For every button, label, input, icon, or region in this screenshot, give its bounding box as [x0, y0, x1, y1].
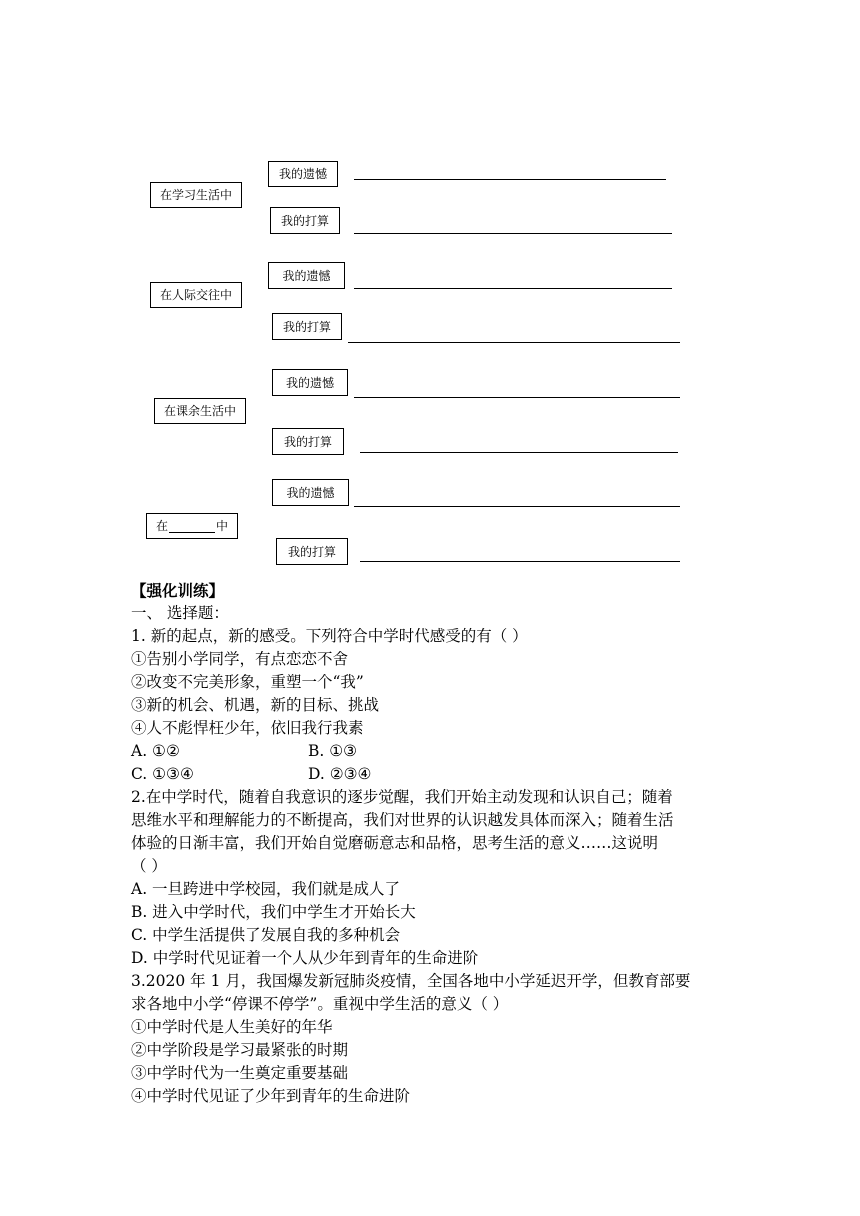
- category-box: 在课余生活中: [154, 398, 246, 424]
- question-stem: 1. 新的起点，新的感受。下列符合中学时代感受的有（ ）: [131, 627, 528, 645]
- exercise-section: [131, 579, 701, 1108]
- option-c[interactable]: C. ①③④: [131, 765, 194, 783]
- question-stem: 思维水平和理解能力的不断提高，我们对世界的认识越发具体而深入；随着生活: [131, 811, 674, 829]
- statement: ④人不彪悍枉少年，依旧我行我素: [131, 719, 364, 737]
- question-stem: 2.在中学时代，随着自我意识的逐步觉醒，我们开始主动发现和认识自己；随着: [131, 788, 673, 806]
- section-subtitle: 一、 选择题：: [131, 604, 229, 622]
- answer-line[interactable]: [354, 179, 666, 180]
- answer-line[interactable]: [348, 342, 680, 343]
- category-blank[interactable]: [169, 520, 215, 533]
- answer-line[interactable]: [354, 288, 672, 289]
- question-3: [131, 970, 701, 1108]
- statement: ③中学时代为一生奠定重要基础: [131, 1064, 349, 1082]
- regret-box: 我的遗憾: [272, 369, 348, 396]
- question-2: [131, 786, 701, 970]
- question-stem: 3.2020 年 1 月，我国爆发新冠肺炎疫情，全国各地中小学延迟开学，但教育部要: [131, 972, 691, 990]
- option-c[interactable]: C. 中学生活提供了发展自我的多种机会: [131, 926, 401, 944]
- option-b[interactable]: B. 进入中学时代，我们中学生才开始长大: [131, 903, 416, 921]
- answer-line[interactable]: [360, 561, 680, 562]
- question-stem: （ ）: [131, 857, 167, 875]
- question-stem: 体验的日渐丰富，我们开始自觉磨砺意志和品格，思考生活的意义……这说明: [131, 834, 659, 852]
- option-d[interactable]: D. ②③④: [308, 765, 372, 783]
- regret-box: 我的遗憾: [272, 479, 349, 506]
- regret-box: 我的遗憾: [268, 161, 338, 187]
- statement: ③新的机会、机遇，新的目标、挑战: [131, 696, 380, 714]
- question-stem: 求各地中小学“停课不停学”。重视中学生活的意义（ ）: [131, 995, 509, 1013]
- options-row: [131, 740, 701, 763]
- statement: ②中学阶段是学习最紧张的时期: [131, 1041, 349, 1059]
- statement: ②改变不完美形象，重塑一个“我”: [131, 673, 364, 691]
- answer-line[interactable]: [354, 233, 672, 234]
- option-a[interactable]: A. 一旦跨进中学校园，我们就是成人了: [131, 880, 401, 898]
- category-box: [146, 513, 238, 539]
- statement: ①告别小学同学，有点恋恋不舍: [131, 650, 349, 668]
- option-b[interactable]: B. ①③: [308, 742, 358, 760]
- category-suffix: 中: [216, 519, 229, 533]
- plan-box: 我的打算: [272, 313, 342, 340]
- answer-line[interactable]: [360, 452, 678, 453]
- option-d[interactable]: D. 中学时代见证着一个人从少年到青年的生命进阶: [131, 949, 479, 967]
- options-row: [131, 763, 701, 786]
- question-1: [131, 625, 701, 786]
- section-title: 【强化训练】: [131, 581, 225, 600]
- statement: ④中学时代见证了少年到青年的生命进阶: [131, 1087, 411, 1105]
- regret-box: 我的遗憾: [268, 262, 345, 289]
- category-box: 在学习生活中: [150, 182, 242, 208]
- answer-line[interactable]: [354, 506, 680, 507]
- plan-box: 我的打算: [276, 538, 348, 565]
- statement: ①中学时代是人生美好的年华: [131, 1018, 333, 1036]
- plan-box: 我的打算: [272, 428, 344, 455]
- category-prefix: 在: [155, 519, 168, 533]
- option-a[interactable]: A. ①②: [131, 742, 180, 760]
- answer-line[interactable]: [354, 397, 680, 398]
- plan-box: 我的打算: [270, 207, 340, 234]
- category-box: 在人际交往中: [150, 282, 242, 308]
